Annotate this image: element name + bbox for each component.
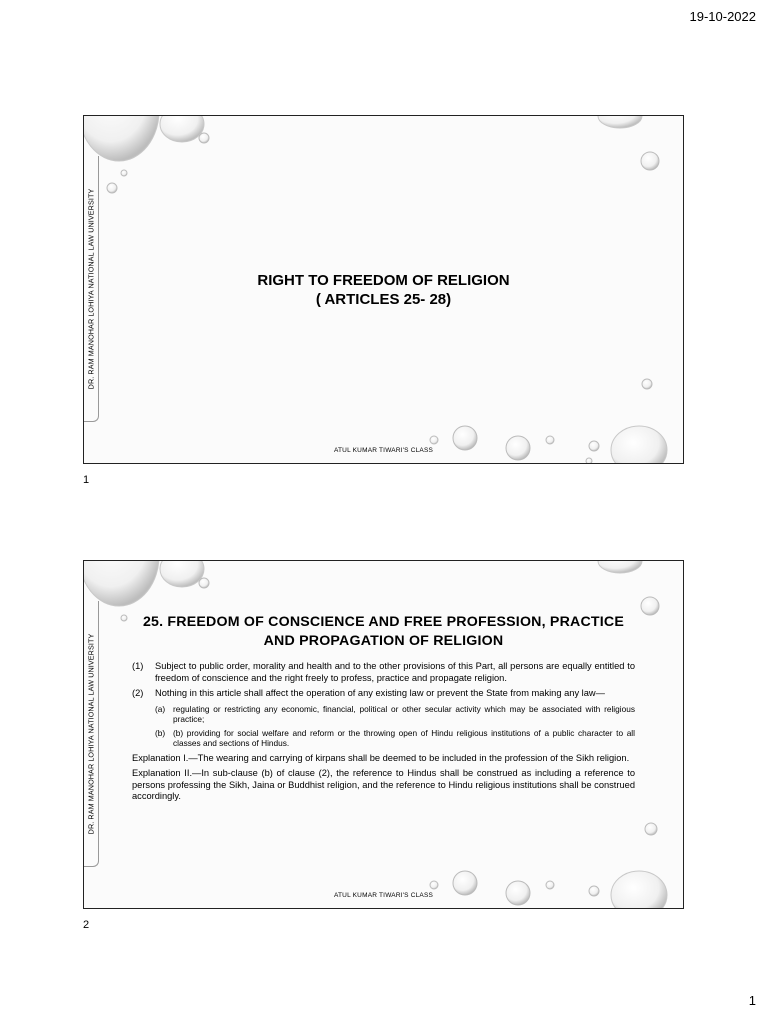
date-stamp: 19-10-2022	[689, 9, 756, 24]
explanation-1: Explanation I.—The wearing and carrying of kirpans shall be deemed to be included in the profession of the Sikh religion.	[132, 752, 630, 763]
article-text	[132, 661, 635, 807]
title-line-1: 25. FREEDOM OF CONSCIENCE AND FREE PROFESSION, PRACTICE	[142, 614, 625, 630]
sub-clause-a	[155, 704, 635, 724]
slide-2	[83, 560, 684, 909]
sub-clause-text: (b) providing for social welfare and reform or the throwing open of Hindu religious institutions of a public character to all classes and sections of Hindus.	[173, 728, 635, 749]
university-name: DR. RAM MANOHAR LOHIYA NATIONAL LAW UNIVERSITY	[86, 633, 96, 834]
title-line-2: ( ARTICLES 25- 28)	[315, 291, 452, 308]
university-name: DR. RAM MANOHAR LOHIYA NATIONAL LAW UNIVERSITY	[86, 188, 96, 389]
clause-number: (1)	[132, 661, 144, 671]
title-line-2: AND PROPAGATION OF RELIGION	[263, 633, 504, 649]
sub-clause-number: (a)	[155, 703, 166, 714]
clause-text: Subject to public order, morality and health and to the other provisions of this Part, all persons are equally entitled to freedom of conscience and the right freely to profess, practice and propagate religion.	[155, 661, 635, 683]
slide-title	[84, 271, 683, 309]
sub-clause-number: (b)	[155, 728, 166, 739]
clause-2	[132, 688, 635, 700]
clause-number: (2)	[132, 688, 144, 699]
sidebar-university-label	[84, 601, 99, 867]
clause-text: Nothing in this article shall affect the operation of any existing law or prevent the State from making any law—	[155, 688, 605, 699]
slide-number-2: 2	[83, 919, 90, 931]
page-number: 1	[748, 993, 756, 1008]
slide-title	[124, 613, 643, 651]
explanation-2: Explanation II.—In sub-clause (b) of clause (2), the reference to Hindus shall be construed as including a reference to persons professing the Sikh, Jaina or Buddhist religion, and the reference to Hindu religious institutions shall be construed accordingly.	[132, 768, 635, 802]
sub-clause-text: regulating or restricting any economic, financial, political or other secular activity which may be associated with religious practice;	[173, 703, 635, 724]
slide-1	[83, 115, 684, 464]
slide-footer: ATUL KUMAR TIWARI'S CLASS	[333, 892, 434, 899]
title-line-1: RIGHT TO FREEDOM OF RELIGION	[257, 272, 510, 289]
clause-1	[132, 661, 635, 684]
slide-footer: ATUL KUMAR TIWARI'S CLASS	[333, 447, 434, 454]
sub-clause-b	[155, 728, 635, 748]
slide-number-1: 1	[83, 474, 90, 486]
